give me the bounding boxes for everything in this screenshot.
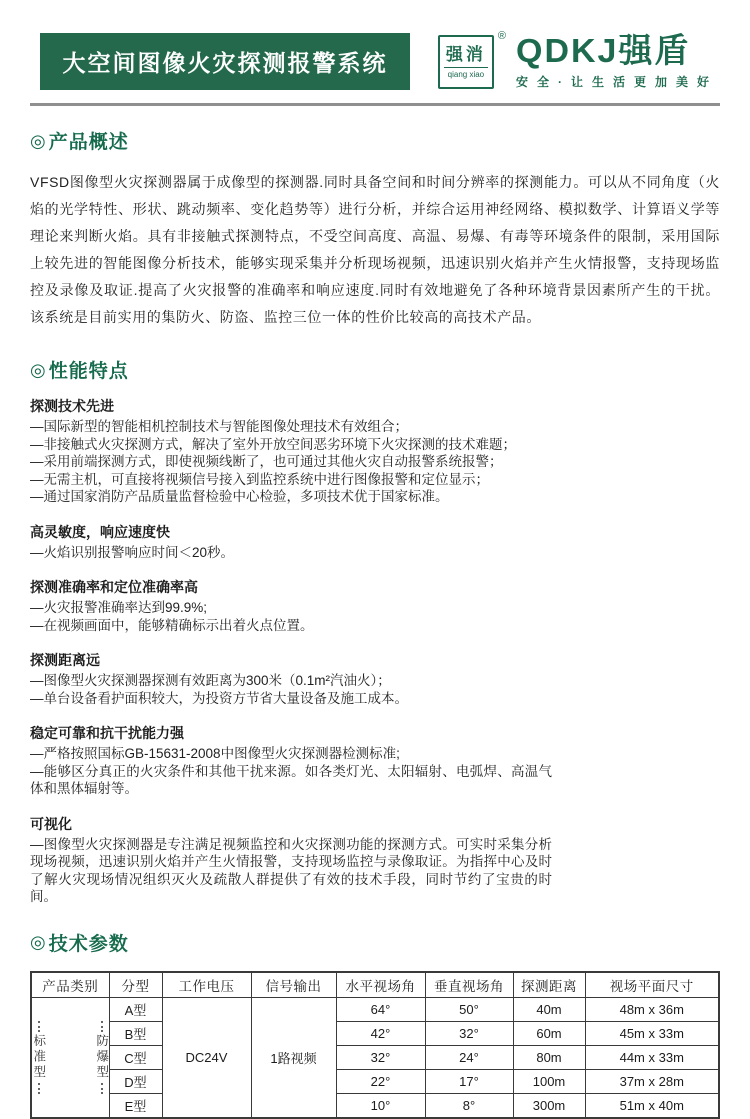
feature-item: —通过国家消防产品质量监督检验中心检验，多项技术优于国家标准。	[30, 489, 449, 504]
col-header-vertical-fov: 垂直视场角	[425, 972, 513, 998]
page-header	[0, 0, 750, 90]
overview-title-text: 产品概述	[48, 132, 129, 153]
feature-item: —图像型火灾探测器探测有效距离为300米（0.1m²汽油火）；	[30, 673, 391, 688]
table-row	[31, 1070, 719, 1094]
category-standard-type: 标准型	[12, 1019, 66, 1096]
distance-cell: 60m	[513, 1022, 585, 1046]
spec-table-header-row	[31, 972, 719, 998]
feature-heading: 探测技术先进	[30, 398, 114, 414]
feature-group-range	[30, 651, 552, 707]
section-product-overview	[30, 127, 720, 331]
distance-cell: 40m	[513, 998, 585, 1022]
distance-cell: 100m	[513, 1070, 585, 1094]
dotted-leader	[38, 1083, 40, 1094]
size-cell: 48m x 36m	[585, 998, 719, 1022]
qiangxiao-logo-text: 强消	[445, 45, 486, 64]
table-row	[31, 998, 719, 1022]
size-cell: 44m x 33m	[585, 1046, 719, 1070]
feature-item: —严格按照国标GB-15631-2008中图像型火灾探测器检测标准;	[30, 746, 400, 761]
brand-logo-area	[438, 30, 718, 90]
category-cell	[31, 998, 109, 1118]
main-content	[0, 127, 750, 1119]
size-cell: 37m x 28m	[585, 1070, 719, 1094]
dotted-leader	[101, 1021, 103, 1032]
feature-group-stability	[30, 724, 552, 798]
feature-group-detection-tech	[30, 397, 552, 506]
specs-title-text: 技术参数	[48, 933, 129, 955]
size-cell: 51m x 40m	[585, 1094, 719, 1118]
spec-table	[30, 971, 720, 1119]
feature-group-accuracy	[30, 578, 552, 634]
signal-cell: 1路视频	[251, 998, 336, 1118]
features-list	[30, 397, 552, 906]
h-angle-cell: 32°	[336, 1046, 425, 1070]
feature-group-visualization	[30, 815, 552, 906]
col-header-model: 分型	[109, 972, 162, 998]
feature-item: —图像型火灾探测器是专注满足视频监控和火灾探测功能的探测方式。可实时采集分析现场视频，迅速识别火焰并产生火情报警，支持现场监控与录像取证。为指挥中心及时了解火灾现场情况组织灭火及疏散人群提供了有效的技术手段，同时节约了宝贵的时间。	[30, 836, 552, 904]
feature-group-sensitivity	[30, 523, 552, 562]
h-angle-cell: 10°	[336, 1094, 425, 1118]
feature-heading: 探测准确率和定位准确率高	[30, 579, 198, 595]
h-angle-cell: 22°	[336, 1070, 425, 1094]
feature-item: —非接触式火灾探测方式，解决了室外开放空间恶劣环境下火灾探测的技术难题；	[30, 436, 516, 452]
feature-item: —火焰识别报警响应时间＜20秒。	[30, 544, 235, 560]
dotted-leader	[38, 1021, 40, 1032]
model-cell: B型	[109, 1022, 162, 1046]
size-cell: 45m x 33m	[585, 1022, 719, 1046]
table-row	[31, 1022, 719, 1046]
col-header-category: 产品类别	[31, 972, 109, 998]
feature-item: —火灾报警准确率达到99.9%;	[30, 600, 208, 615]
feature-item: —采用前端探测方式，即使视频线断了，也可通过其他火灾自动报警系统报警；	[30, 454, 503, 469]
features-section-title	[30, 356, 720, 383]
brand-slogan: 安全·让生活更加美好	[516, 75, 718, 89]
feature-heading: 稳定可靠和抗干扰能力强	[30, 725, 184, 741]
feature-item: —单台设备看护面积较大，为投资方节省大量设备及施工成本。	[30, 690, 408, 706]
qiangxiao-logo	[438, 35, 494, 89]
voltage-cell: DC24V	[162, 998, 251, 1118]
category-explosionproof-type: 防爆型	[75, 1019, 129, 1096]
col-header-signal: 信号输出	[251, 972, 336, 998]
distance-cell: 80m	[513, 1046, 585, 1070]
col-header-horizontal-fov: 水平视场角	[336, 972, 425, 998]
v-angle-cell: 8°	[425, 1094, 513, 1118]
product-title: 大空间图像火灾探测报警系统	[62, 50, 388, 76]
feature-heading: 探测距离远	[30, 652, 100, 668]
section-performance-features	[30, 356, 720, 906]
overview-section-title	[30, 127, 720, 154]
h-angle-cell: 64°	[336, 998, 425, 1022]
specs-section-title	[30, 929, 720, 956]
section-technical-parameters	[30, 929, 720, 1119]
model-cell: A型	[109, 998, 162, 1022]
v-angle-cell: 24°	[425, 1046, 513, 1070]
header-separator-line	[30, 103, 720, 106]
feature-item: —国际新型的智能相机控制技术与智能图像处理技术有效组合；	[30, 419, 408, 434]
feature-heading: 可视化	[30, 815, 72, 832]
registered-trademark-icon: ®	[497, 30, 506, 42]
brand-wordmark: QDKJ强盾	[516, 32, 691, 70]
features-title-text: 性能特点	[48, 361, 129, 382]
model-cell: D型	[109, 1070, 162, 1094]
bullseye-icon: ◎	[30, 130, 47, 151]
h-angle-cell: 42°	[336, 1022, 425, 1046]
col-header-voltage: 工作电压	[162, 972, 251, 998]
distance-cell: 300m	[513, 1094, 585, 1118]
v-angle-cell: 17°	[425, 1070, 513, 1094]
product-title-banner	[40, 33, 410, 90]
overview-paragraph: VFSD图像型火灾探测器属于成像型的探测器.同时具备空间和时间分辨率的探测能力。可以从不同角度（火焰的光学特性、形状、跳动频率、变化趋势等）进行分析，并综合运用神经网络、模拟数学、计算语义学等理论来判断火焰。具有非接触式探测特点，不受空间高度、高温、易爆、有毒等环境条件的限制，采用国际上较先进的智能图像分析技术，能够实现采集并分析现场视频，迅速识别火焰并产生火情报警，支持现场监控及录像及取证.提高了火灾报警的准确率和响应速度.同时有效地避免了各种环境背景因素所产生的干扰。该系统是目前实用的集防火、防盗、监控三位一体的性价比较高的高技术产品。	[30, 174, 720, 325]
dotted-leader	[101, 1083, 103, 1094]
model-cell: E型	[109, 1094, 162, 1118]
logo-divider-line	[444, 67, 488, 68]
v-angle-cell: 50°	[425, 998, 513, 1022]
col-header-detection-distance: 探测距离	[513, 972, 585, 998]
table-row	[31, 1046, 719, 1070]
table-row	[31, 1094, 719, 1118]
feature-item: —无需主机，可直接将视频信号接入到监控系统中进行图像报警和定位显示；	[30, 471, 489, 487]
qiangxiao-logo-pinyin: qiang xiao	[447, 70, 485, 79]
bullseye-icon: ◎	[30, 932, 47, 952]
v-angle-cell: 32°	[425, 1022, 513, 1046]
feature-item: —能够区分真正的火灾条件和其他干扰来源。如各类灯光、太阳辐射、电弧焊、高温气体和黑体辐射等。	[30, 763, 552, 796]
feature-item: —在视频画面中，能够精确标示出着火点位置。	[30, 617, 314, 633]
brand-wordmark-block	[516, 33, 718, 90]
col-header-fov-plane-size: 视场平面尺寸	[585, 972, 719, 998]
bullseye-icon: ◎	[30, 359, 47, 380]
model-cell: C型	[109, 1046, 162, 1070]
feature-heading: 高灵敏度，响应速度快	[30, 523, 170, 540]
